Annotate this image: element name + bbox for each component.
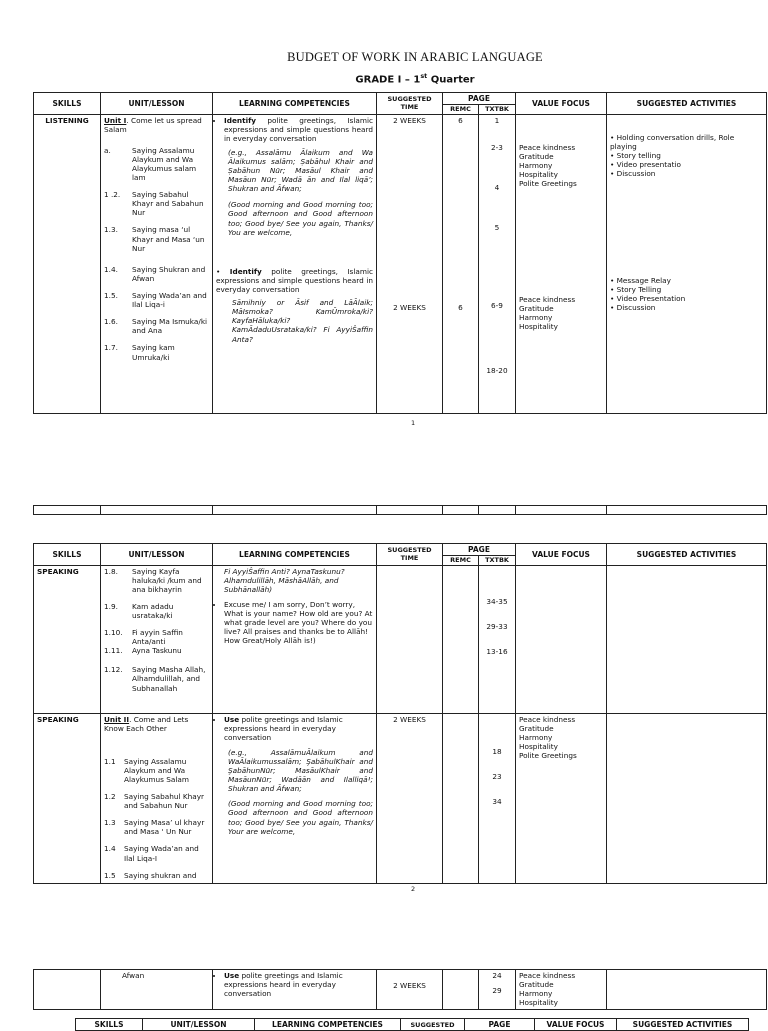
suggested-activities-cell: • Holding conversation drills, Role playing • Story telling • Video presentatio • Discussion • Message Relay • Story Telling • Video Presentation • Discussion (607, 114, 767, 413)
header-skills: SKILLS (76, 1019, 143, 1031)
header-remc: REMC (443, 105, 479, 114)
suggested-activities-cell (607, 713, 767, 883)
competencies-cell: • Use polite greetings and Islamic expressions heard in everyday conversation (e.g., AssalāmuĀlaikum and WaĀlaikumussalām; ŞabāhulKhair and ŞabāhunNūr; MasāulKhair and MasāunNūr; Wadāān and IlalliqāꞋ; Shukran and Āfwan; (Good morning and Good morning too; Good afternoon and Good afternoon too; Good bye/ See you again, Thanks/ Your are welcome, (213, 713, 377, 883)
txtbk-cell: 24 29 (479, 970, 516, 1010)
suggested-time-cell: 2 WEEKS 2 WEEKS (377, 114, 443, 413)
value-focus-cell: Peace kindness Gratitude Harmony Hospitality Polite Greetings (516, 713, 607, 883)
header-txtbk: TXTBK (479, 105, 516, 114)
empty-continuation-row (33, 505, 767, 515)
header-unit-lesson: UNIT/LESSON (143, 1019, 255, 1031)
suggested-time-cell: 2 WEEKS (377, 970, 443, 1010)
suggested-time-cell: 2 WEEKS (377, 713, 443, 883)
unit-lesson-cell: Unit II. Come and Lets Know Each Other 1.1 Saying Assalamu Alaykum and Wa Alaykumus Salam 1.2 Saying Sabahul Khayr and Sabahun Nur 1.3 Saying Masa’ ul khayr and Masa ‘ Un Nur 1.4 Saying Wada’an and Ilal Liqa-I 1.5 Saying shukran and (101, 713, 213, 883)
header-suggested-time: SUGGESTED (401, 1019, 465, 1031)
unit-lesson-cell: Afwan (101, 970, 213, 1010)
competencies-cell: Fi AyyiŜaffin Anti? AynaTaskunu? Alhamdulillāh, MāshāAllāh, and Subhānallāh) • Excuse me/ I am sorry, Don’t worry, What is your name? How old are you? At what grade level are you? Where do you live? All praises and thanks be to Allāh! How Great/Holy Allāh is!) (213, 565, 377, 713)
unit-lesson-cell: Unit I. Come let us spread Salam a. Saying Assalamu Alaykum and Wa Alaykumus salam lam 1 .2. Saying Sabahul Khayr and Sabahun Nur 1.3. Saying masa ‘ul Khayr and Masa ‘un Nur 1.4. Saying Shukran and Afwan 1.5. Saying Wada’an and Ilal Liqa-i 1.6. Saying Ma Ismuka/ki and Ana 1.7. Saying kam Umruka/ki (101, 114, 213, 413)
header-suggested-activities: SUGGESTED ACTIVITIES (607, 93, 767, 115)
page-number-1: 1 (411, 419, 416, 427)
header-skills: SKILLS (34, 93, 101, 115)
competencies-cell: • Identify polite greetings, Islamic expressions and simple questions heard in everyday conversation (e.g., Assalāmu Ālaikum and Wa Ālaikumus salām; Ṣabāhul Khair and Ṣabāhun Nūr; Masāul Khair and Masāun Nūr; Wadā ān and Ilal liqā’; Shukran and Āfwan; (Good morning and Good morning too; Good afternoon and Good afternoon too; Good bye/ See you again, Thanks/ You are welcome, • Identify polite greetings, Islamic expressions and simple questions heard in everyday conversation Sāmihniy or Āsif and LāĀlaik; MāIsmoka? KamŪmroka/ki? KayfaHāluka/ki? KamĀdaduUsrataka/ki? Fi AyyiŜaffin Anta? (213, 114, 377, 413)
header-suggested-activities: SUGGESTED ACTIVITIES (617, 1019, 749, 1031)
budget-table-page-2 (33, 543, 767, 884)
skill-cell: SPEAKING (34, 713, 101, 883)
header-value-focus: VALUE FOCUS (516, 93, 607, 115)
page-number-2: 2 (411, 885, 416, 893)
header-suggested-time: SUGGESTED TIME (377, 544, 443, 566)
header-page: PAGE (465, 1019, 535, 1031)
budget-table-page-1 (33, 92, 767, 414)
header-learning-competencies: LEARNING COMPETENCIES (213, 93, 377, 115)
budget-table-page-3 (33, 969, 767, 1010)
header-unit-lesson: UNIT/LESSON (101, 93, 213, 115)
txtbk-cell: 1 2-3 4 5 6-9 18-20 (479, 114, 516, 413)
header-suggested-activities: SUGGESTED ACTIVITIES (607, 544, 767, 566)
header-value-focus: VALUE FOCUS (516, 544, 607, 566)
suggested-time-cell (377, 565, 443, 713)
remc-cell (443, 970, 479, 1010)
skill-cell: SPEAKING (34, 565, 101, 713)
header-value-focus: VALUE FOCUS (535, 1019, 617, 1031)
unit-lesson-cell: 1.8. Saying Kayfa haluka/ki /kum and ana bikhayrin 1.9. Kam adadu usrataka/ki 1.10. Fi ayyin Saffin Anta/anti 1.11. Ayna Taskunu 1.12. Saying Masha Allah, Alhamdulillah, and Subhanallah (101, 565, 213, 713)
txtbk-cell: 34-35 29-33 13-16 (479, 565, 516, 713)
value-focus-cell (516, 565, 607, 713)
skill-cell (34, 970, 101, 1010)
suggested-activities-cell (607, 565, 767, 713)
remc-cell (443, 713, 479, 883)
skill-cell: LISTENING (34, 114, 101, 413)
header-learning-competencies: LEARNING COMPETENCIES (255, 1019, 401, 1031)
header-page: PAGE (443, 544, 516, 556)
competencies-cell: • Use polite greetings and Islamic expressions heard in everyday conversation (213, 970, 377, 1010)
document-subtitle: GRADE I – 1st Quarter (355, 72, 475, 86)
header-unit-lesson: UNIT/LESSON (101, 544, 213, 566)
value-focus-cell: Peace kindness Gratitude Harmony Hospitality (516, 970, 607, 1010)
header-suggested-time: SUGGESTED TIME (377, 93, 443, 115)
remc-cell: 6 6 (443, 114, 479, 413)
header-txtbk: TXTBK (479, 556, 516, 565)
header-skills: SKILLS (34, 544, 101, 566)
document-title: BUDGET OF WORK IN ARABIC LANGUAGE (287, 50, 543, 64)
value-focus-cell: Peace kindness Gratitude Harmony Hospitality Polite Greetings Peace kindness Gratitude Harmony Hospitality (516, 114, 607, 413)
header-page: PAGE (443, 93, 516, 105)
header-learning-competencies: LEARNING COMPETENCIES (213, 544, 377, 566)
remc-cell (443, 565, 479, 713)
suggested-activities-cell (607, 970, 767, 1010)
txtbk-cell: 18 23 34 (479, 713, 516, 883)
next-page-header-row (75, 1018, 749, 1031)
header-remc: REMC (443, 556, 479, 565)
